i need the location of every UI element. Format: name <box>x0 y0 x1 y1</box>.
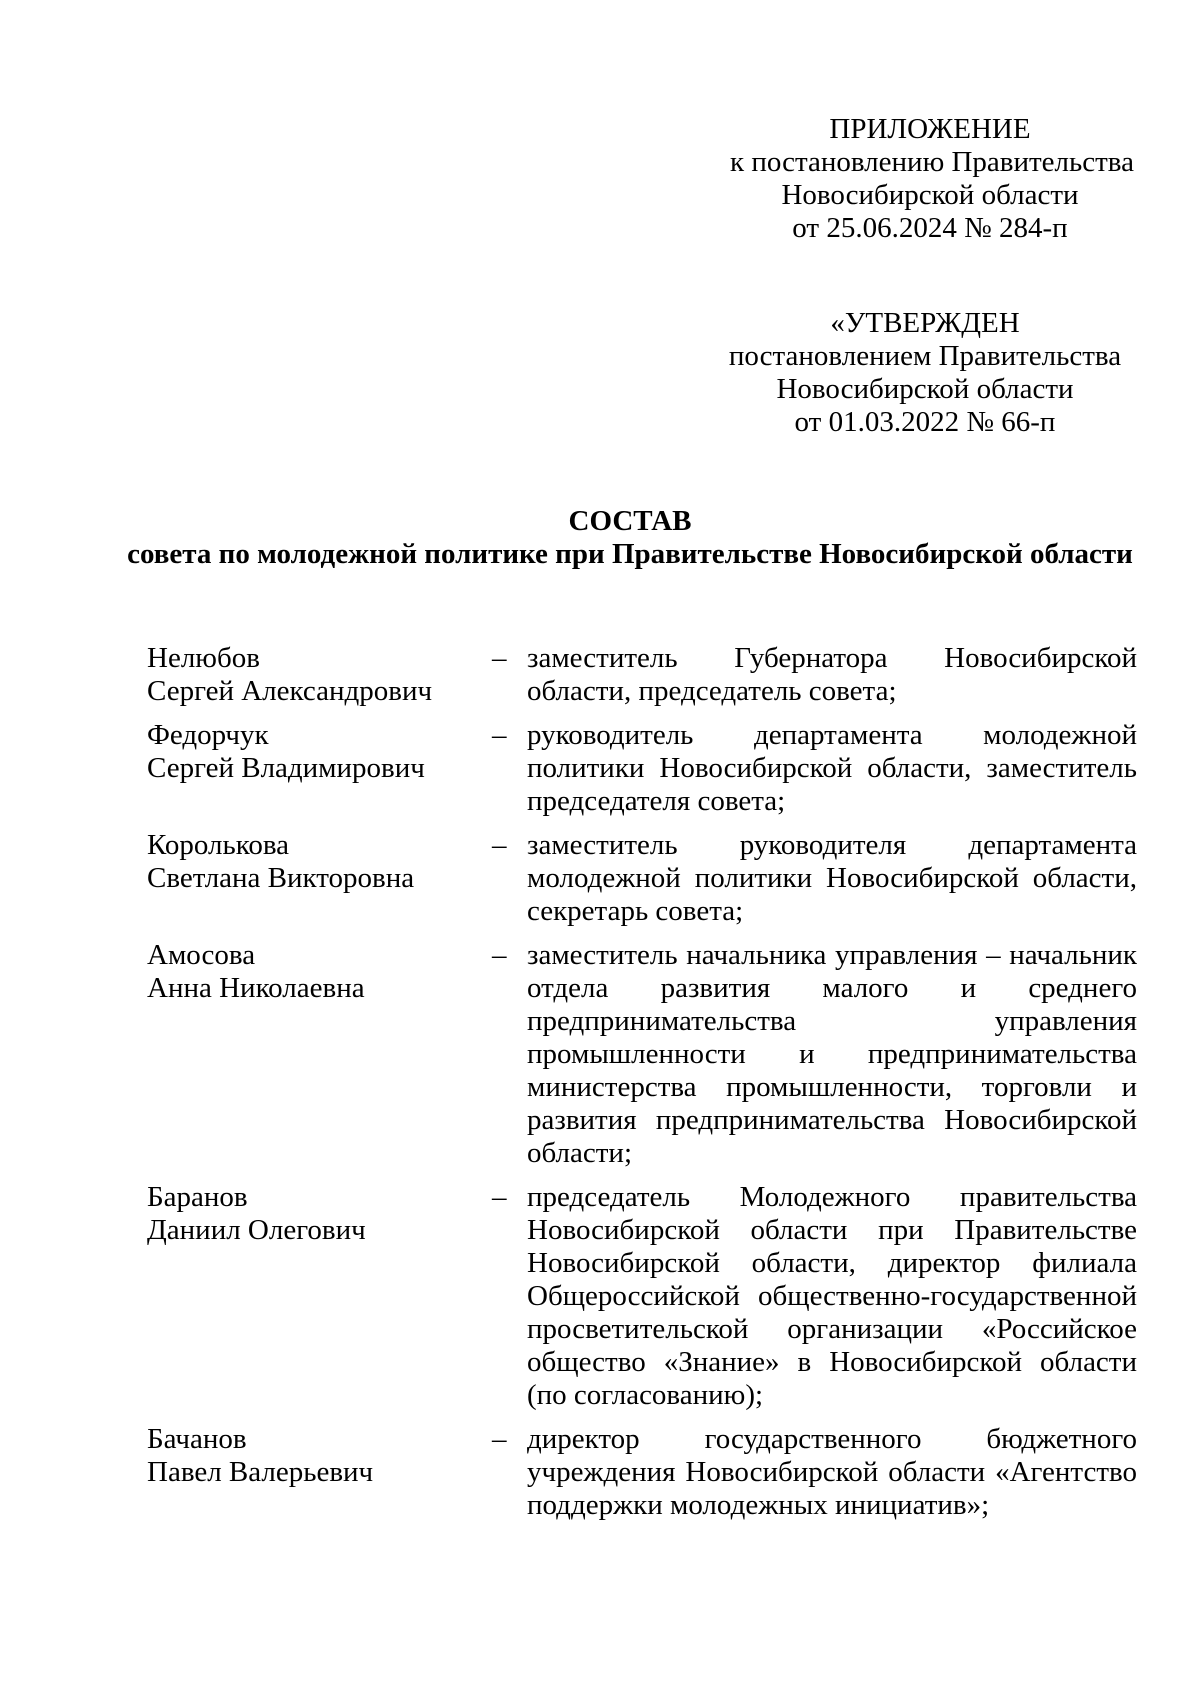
member-row <box>147 642 1137 708</box>
approval-title: «УТВЕРЖДЕН <box>830 307 1020 339</box>
member-row <box>147 829 1137 928</box>
appendix-line-3: от 25.06.2024 № 284-п <box>792 212 1068 244</box>
member-name <box>147 1181 492 1412</box>
member-dash: – <box>492 719 507 751</box>
members-list <box>147 642 1137 1533</box>
member-surname: Федорчук <box>147 719 269 751</box>
document-subtitle: совета по молодежной политике при Правительстве Новосибирской области <box>127 538 1133 570</box>
member-row <box>147 719 1137 818</box>
member-dash: – <box>492 1423 507 1455</box>
document-title: СОСТАВ <box>568 505 692 537</box>
member-row <box>147 939 1137 1170</box>
appendix-line-1: к постановлению Правительства <box>730 146 1134 178</box>
member-name <box>147 829 492 928</box>
member-dash: – <box>492 1181 507 1213</box>
member-dash: – <box>492 939 507 971</box>
member-name <box>147 1423 492 1522</box>
member-name <box>147 719 492 818</box>
member-surname: Королькова <box>147 829 290 861</box>
member-row <box>147 1181 1137 1412</box>
member-role: заместитель руководителя департамента молодежной политики Новосибирской области, секретарь совета; <box>527 829 1137 927</box>
member-given-name: Даниил Олегович <box>147 1214 366 1246</box>
member-surname: Баранов <box>147 1181 248 1213</box>
member-given-name: Анна Николаевна <box>147 972 365 1004</box>
appendix-stamp <box>730 113 1134 245</box>
appendix-line-2: Новосибирской области <box>781 179 1079 211</box>
member-dash: – <box>492 642 507 674</box>
member-given-name: Сергей Александрович <box>147 675 433 707</box>
member-role: директор государственного бюджетного учреждения Новосибирской области «Агентство поддержки молодежных инициатив»; <box>527 1423 1137 1521</box>
member-name <box>147 642 492 708</box>
member-surname: Нелюбов <box>147 642 260 674</box>
member-surname: Амосова <box>147 939 256 971</box>
approval-line-1: постановлением Правительства <box>728 340 1122 372</box>
member-role: председатель Молодежного правительства Новосибирской области при Правительстве Новосибирской области, директор филиала Общероссийской общественно-государственной просветительской организации «Российское общество «Знание» в Новосибирской области (по согласованию); <box>527 1181 1137 1411</box>
member-given-name: Сергей Владимирович <box>147 752 425 784</box>
approval-line-3: от 01.03.2022 № 66-п <box>794 406 1056 438</box>
member-row <box>147 1423 1137 1522</box>
member-role: заместитель начальника управления – начальник отдела развития малого и среднего предпринимательства управления промышленности и предпринимательства министерства промышленности, торговли и развития предпринимательства Новосибирской области; <box>527 939 1137 1169</box>
appendix-title: ПРИЛОЖЕНИЕ <box>829 113 1031 145</box>
member-role: заместитель Губернатора Новосибирской области, председатель совета; <box>527 642 1137 707</box>
member-given-name: Павел Валерьевич <box>147 1456 374 1488</box>
approval-stamp <box>725 307 1125 439</box>
member-name <box>147 939 492 1170</box>
member-surname: Бачанов <box>147 1423 247 1455</box>
approval-line-2: Новосибирской области <box>776 373 1074 405</box>
member-given-name: Светлана Викторовна <box>147 862 415 894</box>
member-role: руководитель департамента молодежной политики Новосибирской области, заместитель председателя совета; <box>527 719 1137 817</box>
member-dash: – <box>492 829 507 861</box>
